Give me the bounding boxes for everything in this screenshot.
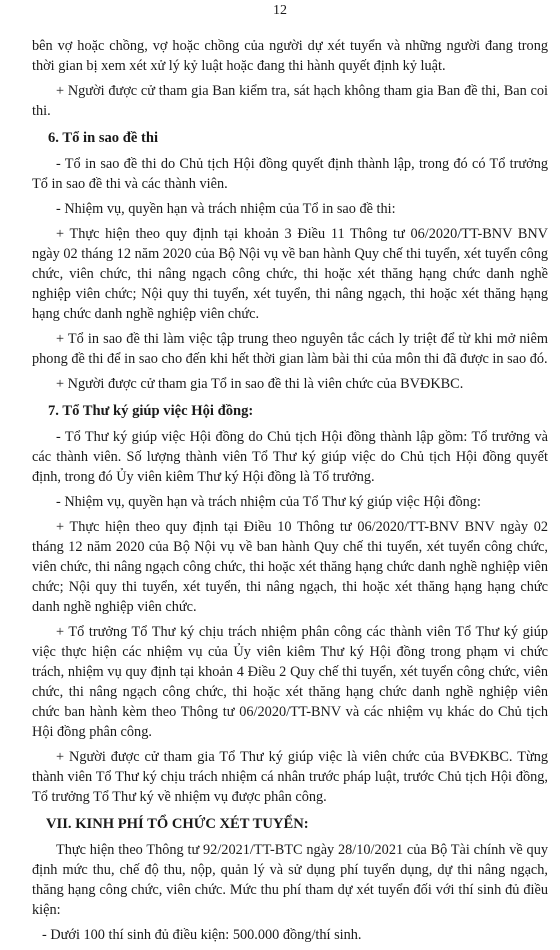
paragraph-printing-team-regulation: + Thực hiện theo quy định tại khoản 3 Điều 11 Thông tư 06/2020/TT-BNV BNV ngày 02 tháng 12 năm 2020 của Bộ Nội vụ về ban hành Quy chế thi tuyển, xét tuyển công chức, viên chức, thi nâng ngạch công chức, thi hoặc xét thăng hạng chức danh nghề nghiệp viên chức; Nội quy thi tuyển, xét tuyển, thi nâng ngạch, thi hoặc xét thăng hạng hạng chức danh nghề nghiệp viên chức. xyxy=(32,226,548,322)
paragraph-secretary-team-leader: + Tổ trưởng Tổ Thư ký chịu trách nhiệm phân công các thành viên Tổ Thư ký giúp việc thực hiện các nhiệm vụ của Ủy viên kiêm Thư ký Hội đồng trong phạm vi chức trách, nhiệm vụ quy định tại khoản 4 Điều 2 Quy chế thi tuyển, xét tuyển công chức, viên chức, thi nâng ngạch công chức, thi hoặc xét thăng hạng chức danh nghề nghiệp viên chức ban hành kèm theo Thông tư 06/2020/TT-BNV và các nhiệm vụ khác do Chủ tịch Hội đồng phân công. xyxy=(32,624,548,740)
paragraph-printing-team-formation: - Tổ in sao đề thi do Chủ tịch Hội đồng quyết định thành lập, trong đó có Tổ trưởng Tổ in sao đề thi và các thành viên. xyxy=(32,156,548,192)
paragraph-budget-regulation: Thực hiện theo Thông tư 92/2021/TT-BTC ngày 28/10/2021 của Bộ Tài chính về quy định mức thu, chế độ thu, nộp, quản lý và sử dụng phí tuyển dụng, dự thi nâng ngạch, thăng hạng công chức, viên chức. Mức thu phí tham dự xét tuyển đối với thí sinh đủ điều kiện: xyxy=(32,842,548,918)
section-heading-printing-team: 6. Tổ in sao đề thi xyxy=(48,130,159,146)
paragraph-continuation: bên vợ hoặc chồng, vợ hoặc chồng của người dự xét tuyển và những người đang trong thời gian bị xem xét xử lý kỷ luật hoặc đang thi hành quyết định kỷ luật. xyxy=(32,38,548,74)
paragraph-printing-team-members: + Người được cử tham gia Tổ in sao đề thi là viên chức của BVĐKBC. xyxy=(56,376,464,392)
page-number: 12 xyxy=(273,3,287,18)
paragraph-secretary-team-regulation: + Thực hiện theo quy định tại Điều 10 Thông tư 06/2020/TT-BNV BNV ngày 02 tháng 12 năm 2020 của Bộ Nội vụ về ban hành Quy chế thi tuyển, xét tuyển công chức, viên chức, thi nâng ngạch công chức, thi hoặc xét thăng hạng chức danh nghề nghiệp viên chức; Nội quy thi tuyển, xét tuyển, thi nâng ngạch, thi hoặc xét thăng hạng hạng chức danh nghề nghiệp viên chức. xyxy=(32,519,548,615)
document-body xyxy=(32,36,548,950)
paragraph-secretary-team-members: + Người được cử tham gia Tổ Thư ký giúp việc là viên chức của BVĐKBC. Từng thành viên Tổ Thư ký chịu trách nhiệm cá nhân trước pháp luật, trước Chủ tịch Hội đồng, Tổ trưởng Tổ Thư ký về nhiệm vụ được phân công. xyxy=(32,749,548,805)
paragraph-secretary-team-duties-intro: - Nhiệm vụ, quyền hạn và trách nhiệm của Tổ Thư ký giúp việc Hội đồng: xyxy=(56,494,481,510)
paragraph-secretary-team-formation: - Tổ Thư ký giúp việc Hội đồng do Chủ tịch Hội đồng thành lập gồm: Tổ trưởng và các thành viên. Số lượng thành viên Tổ Thư ký giúp việc do Chủ tịch Hội đồng quyết định, trong đó Ủy viên kiêm Thư ký Hội đồng là Tổ trưởng. xyxy=(32,429,548,485)
fee-list-item: - Dưới 100 thí sinh đủ điều kiện: 500.000 đồng/thí sinh. xyxy=(42,927,362,943)
paragraph-exam-board-note: + Người được cử tham gia Ban kiểm tra, sát hạch không tham gia Ban đề thi, Ban coi thi. xyxy=(32,83,548,119)
paragraph-printing-team-duties-intro: - Nhiệm vụ, quyền hạn và trách nhiệm của Tổ in sao đề thi: xyxy=(56,201,396,217)
section-heading-secretary-team: 7. Tổ Thư ký giúp việc Hội đồng: xyxy=(48,403,254,419)
paragraph-printing-team-isolation: + Tổ in sao đề thi làm việc tập trung theo nguyên tắc cách ly triệt để từ khi mở niêm phong đề thi để in sao cho đến khi hết thời gian làm bài thi của môn thi đã được in sao đó. xyxy=(32,331,548,367)
section-heading-recruitment-budget: VII. KINH PHÍ TỔ CHỨC XÉT TUYỂN: xyxy=(46,816,309,832)
